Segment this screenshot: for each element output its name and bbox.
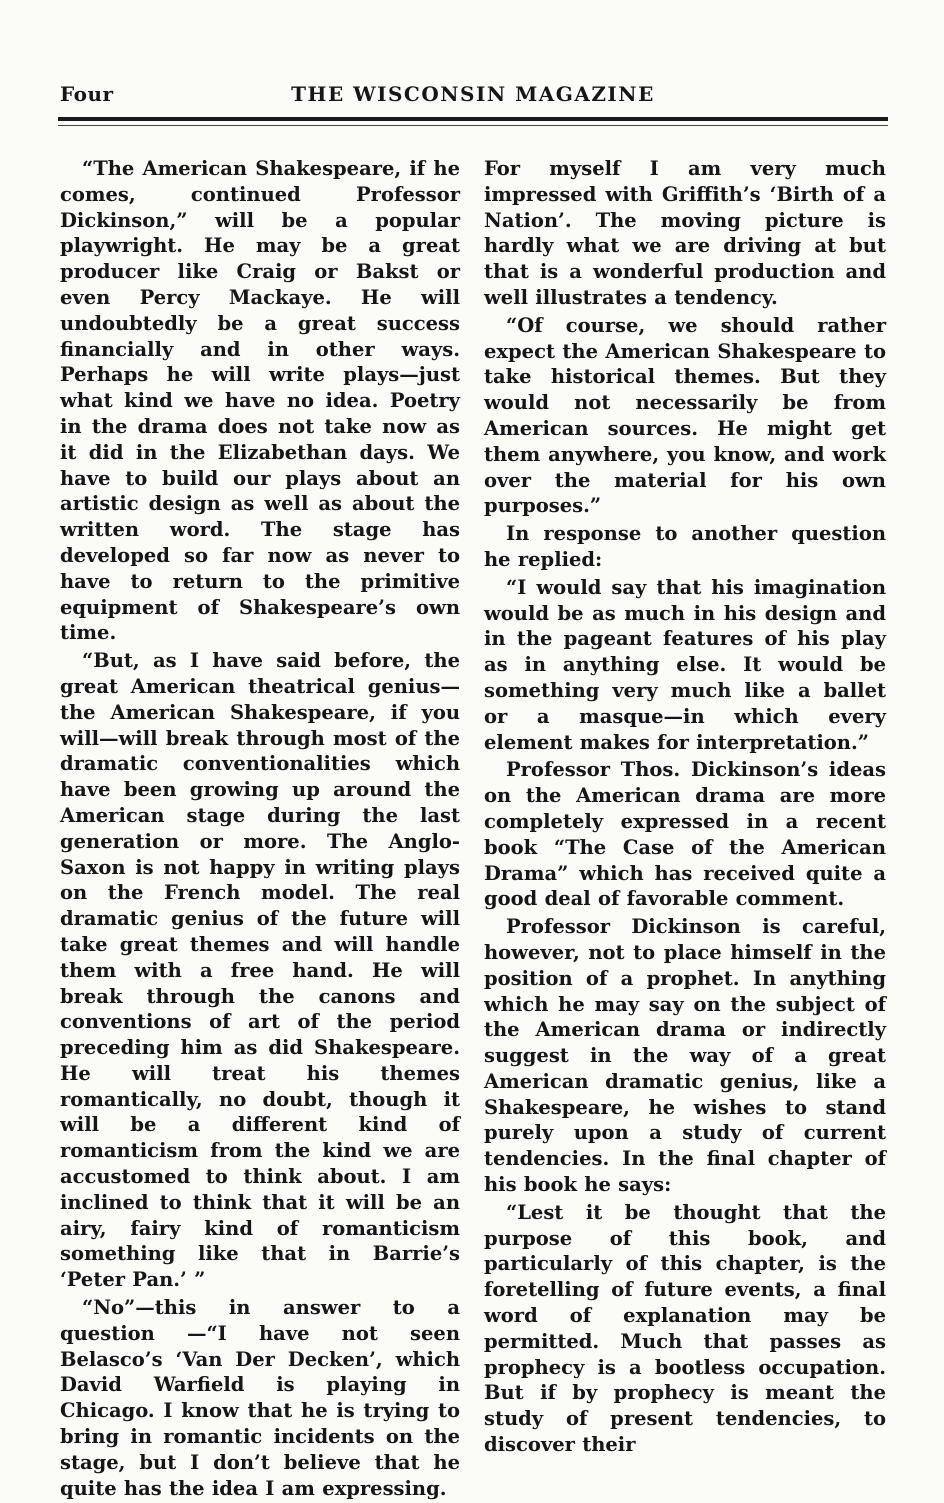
paragraph-continuation: For myself I am very much impressed with Griffith’s ‘Birth of a Nation’. The moving picture is hardly what we are driving at but that is a wonderful production and well illustrates a tendency. [484, 157, 886, 309]
header-rule-thick [58, 117, 888, 121]
page-number: Four [60, 82, 114, 106]
paragraph: “Of course, we should rather expect the American Shakespeare to take historical themes. But they would not necessarily be from American sources. He might get them anywhere, you know, and work over the material for his own purposes.” [484, 313, 886, 518]
paragraph: “No”—this in answer to a question —“I have not seen Belasco’s ‘Van Der Decken’, which David Warfield is playing in Chicago. I know that he is trying to bring in romantic incidents on the stage, but I don’t believe that he quite has the idea I am expressing. [60, 1296, 460, 1500]
right-column [484, 156, 886, 1460]
magazine-title: THE WISCONSIN MAGAZINE [291, 82, 655, 106]
left-column [60, 156, 460, 1503]
paragraph: Professor Dickinson is careful, however, not to place himself in the position of a prophet. In anything which he may say on the subject of the American drama or indirectly suggest in the way of a great American dramatic genius, like a Shakespeare, he wishes to stand purely upon a study of current tendencies. In the final chapter of his book he says: [484, 915, 886, 1197]
header-rule-thin [58, 125, 888, 126]
paragraph: “Lest it be thought that the purpose of this book, and particularly of this chapter, is the foretelling of future events, a final word of explanation may be permitted. Much that passes as prophecy is a bootless occupation. But if by prophecy is meant the study of present tendencies, to discover their [484, 1200, 886, 1457]
paragraph: Professor Thos. Dickinson’s ideas on the American drama are more completely expressed in a recent book “The Case of the American Drama” which has received quite a good deal of favorable comment. [484, 758, 886, 911]
page-header [60, 82, 886, 112]
paragraph: In response to another question he replied: [484, 522, 886, 571]
paragraph: “The American Shakespeare, if he comes, continued Professor Dickinson,” will be a popular playwright. He may be a great producer like Craig or Bakst or even Percy Mackaye. He will undoubtedly be a great success financially and in other ways. Perhaps he will write plays—just what kind we have no idea. Poetry in the drama does not take now as it did in the Elizabethan days. We have to build our plays about an artistic design as well as about the written word. The stage has developed so far now as never to have to return to the primitive equipment of Shakespeare’s own time. [60, 157, 460, 645]
paragraph: “I would say that his imagination would be as much in his design and in the pageant features of his play as in anything else. It would be something very much like a ballet or a masque—in which every element makes for interpretation.” [484, 575, 886, 754]
paragraph: “But, as I have said before, the great American theatrical genius—the American Shakespeare, if you will—will break through most of the dramatic conventionalities which have been growing up around the American stage during the last generation or more. The Anglo-Saxon is not happy in writing plays on the French model. The real dramatic genius of the future will take great themes and will handle them with a free hand. He will break through the canons and conventions of art of the period preceding him as did Shakespeare. He will treat his themes romantically, no doubt, though it will be a different kind of romanticism from the kind we are accustomed to think about. I am inclined to think that it will be an airy, fairy kind of romanticism something like that in Barrie’s ‘Peter Pan.’ ” [60, 649, 460, 1292]
